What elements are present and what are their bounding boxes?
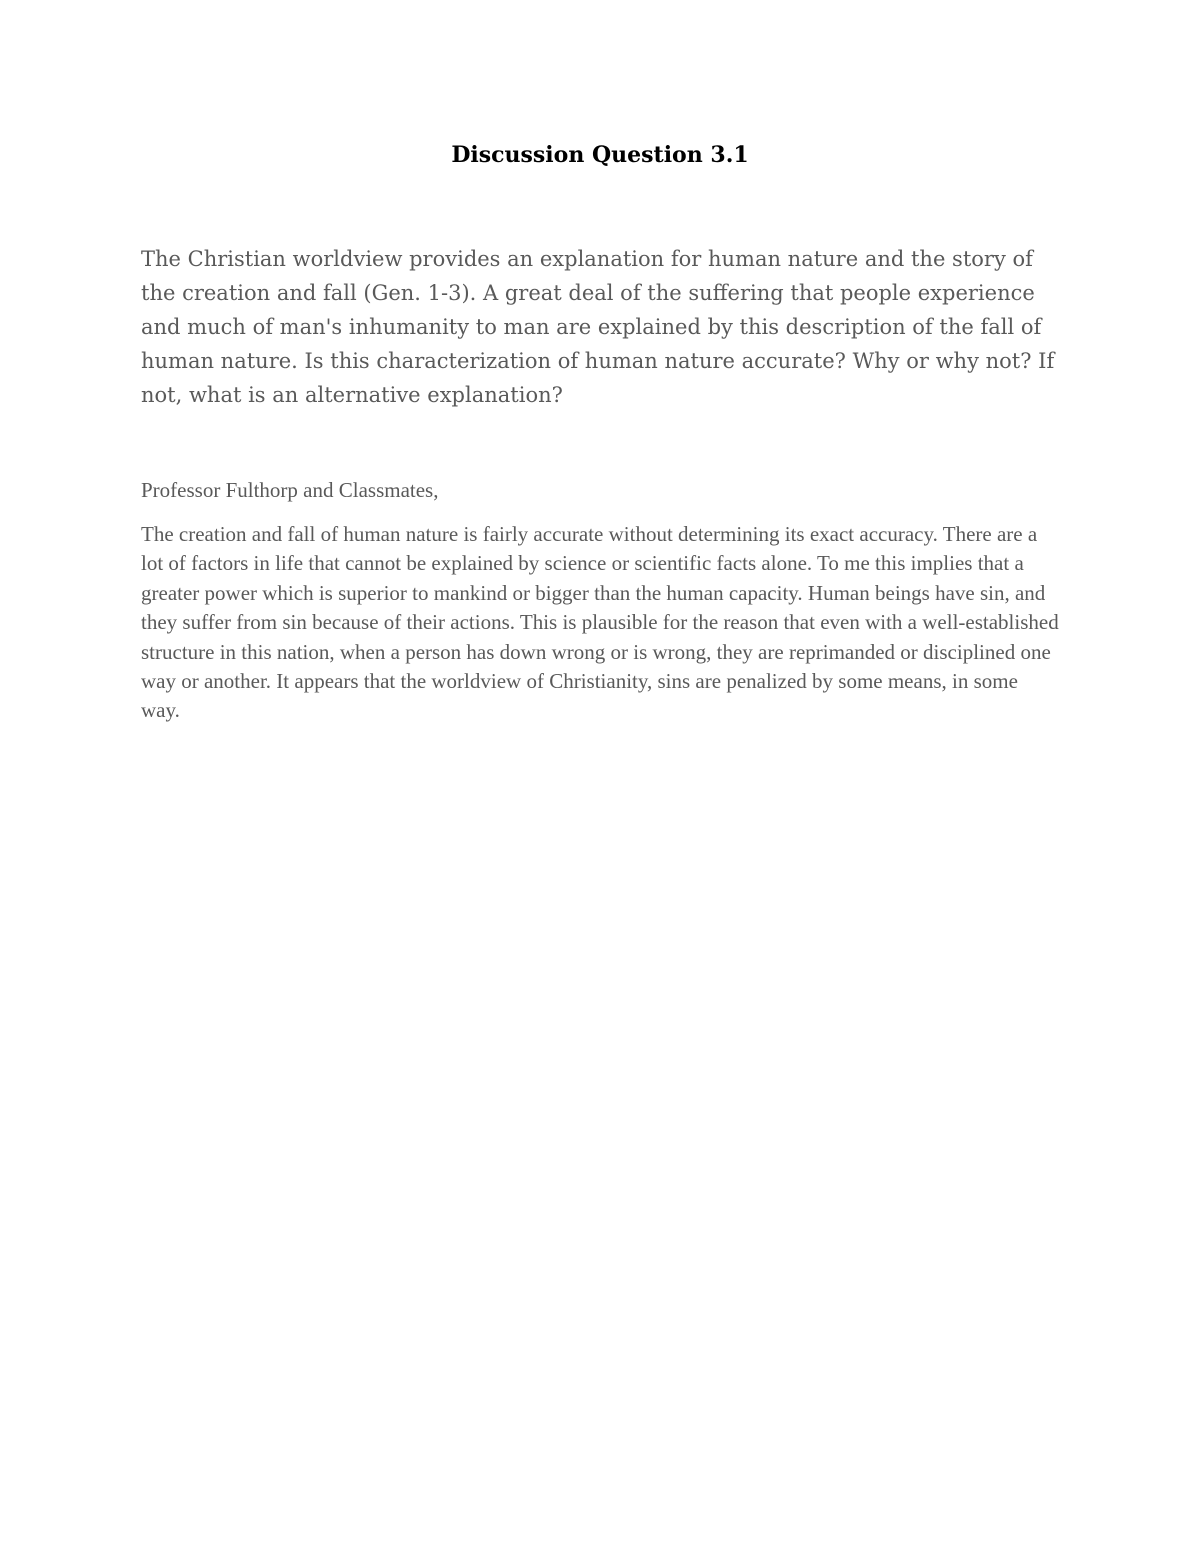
salutation: Professor Fulthorp and Classmates, bbox=[141, 478, 439, 502]
page-title: Discussion Question 3.1 bbox=[451, 142, 749, 168]
discussion-prompt: The Christian worldview provides an explanation for human nature and the story of the creation and fall (Gen. 1-3). A great deal of the suffering that people experience and much of man's inhumanity to man are explained by this description of the fall of human nature. Is this characterization of human nature accurate? Why or why not? If not, what is an alternative explanation? bbox=[141, 247, 1055, 407]
response-paragraph: The creation and fall of human nature is fairly accurate without determining its exact accuracy. There are a lot of factors in life that cannot be explained by science or scientific facts alone. To me this implies that a greater power which is superior to mankind or bigger than the human capacity. Human beings have sin, and they suffer from sin because of their actions. This is plausible for the reason that even with a well-established structure in this nation, when a person has down wrong or is wrong, they are reprimanded or disciplined one way or another. It appears that the worldview of Christianity, sins are penalized by some means, in some way. bbox=[141, 522, 1059, 723]
